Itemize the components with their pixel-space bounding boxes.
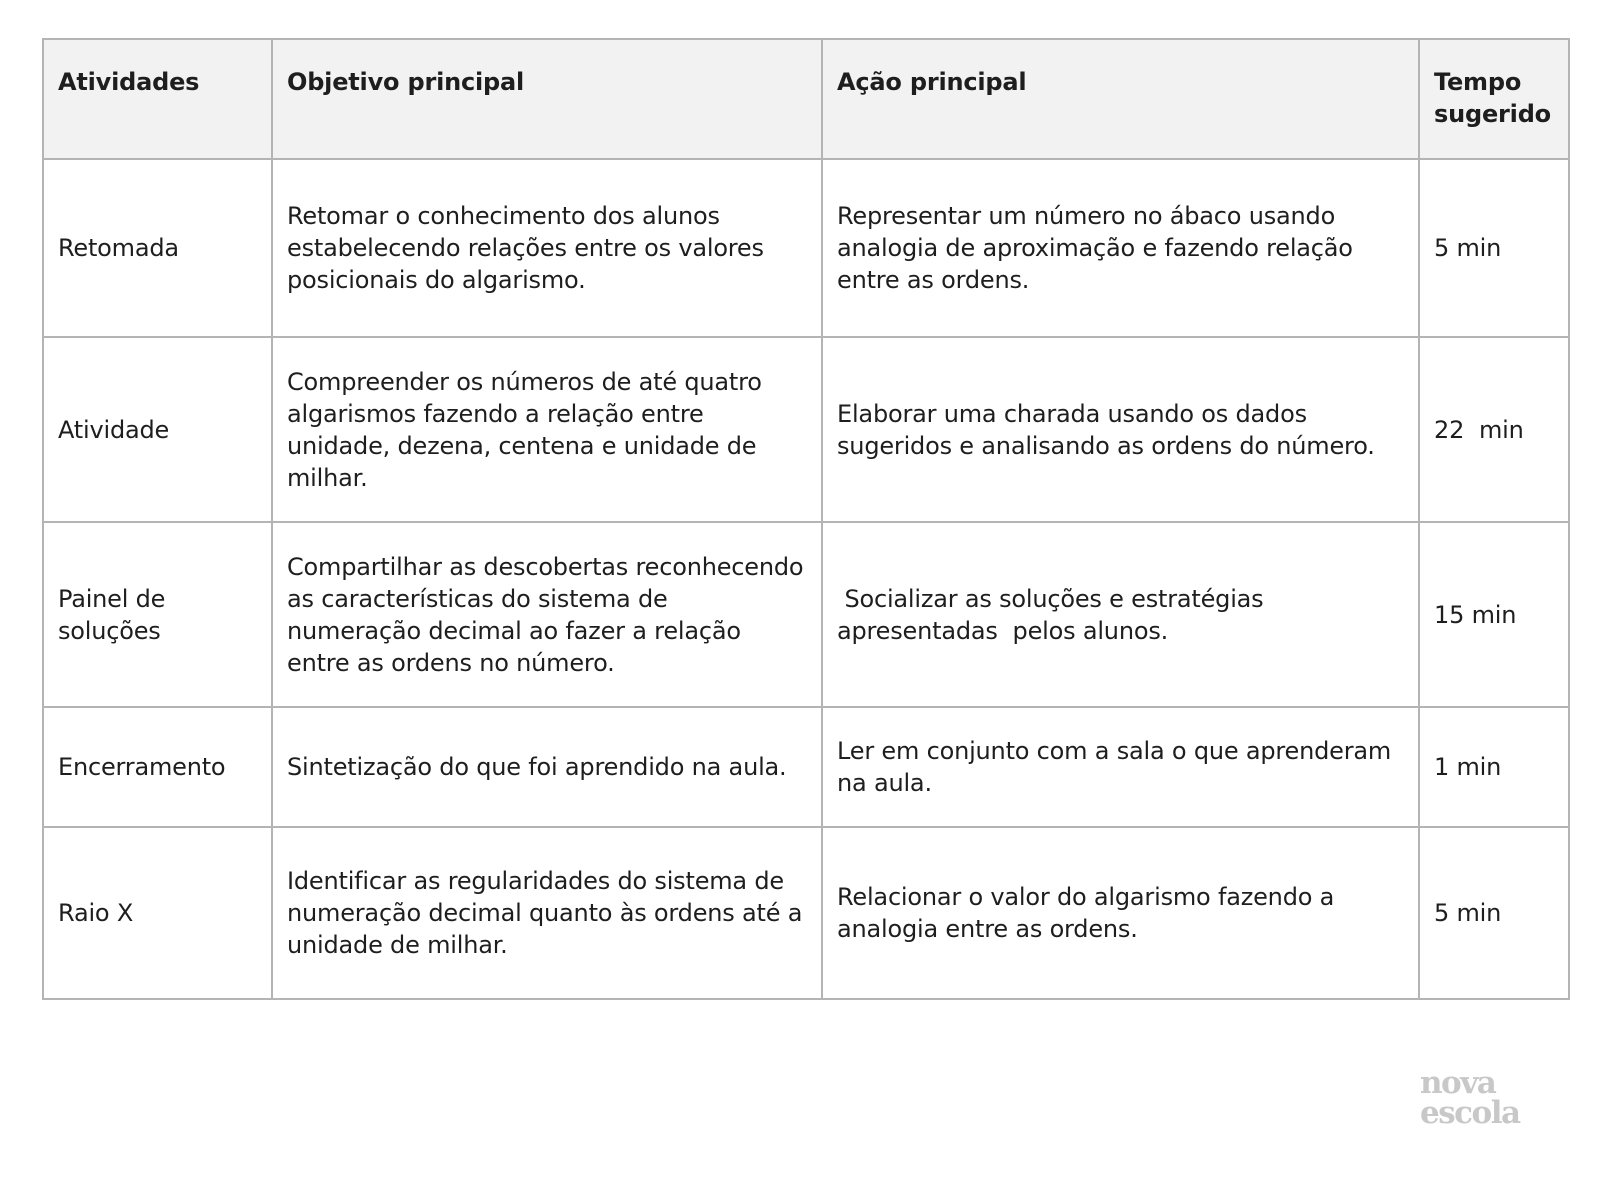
cell-acao: Representar um número no ábaco usando analogia de aproximação e fazendo relação entre as ordens. — [822, 159, 1419, 337]
cell-acao: Socializar as soluções e estratégias apresentadas pelos alunos. — [822, 522, 1419, 707]
header-acao: Ação principal — [822, 39, 1419, 159]
table-row — [43, 707, 1569, 827]
cell-acao: Elaborar uma charada usando os dados sugeridos e analisando as ordens do número. — [822, 337, 1419, 522]
cell-acao: Ler em conjunto com a sala o que aprenderam na aula. — [822, 707, 1419, 827]
cell-tempo: 1 min — [1419, 707, 1569, 827]
table-row — [43, 827, 1569, 999]
table-header — [43, 39, 1569, 159]
cell-objetivo: Compartilhar as descobertas reconhecendo as características do sistema de numeração decimal ao fazer a relação entre as ordens no número. — [272, 522, 822, 707]
header-atividades: Atividades — [43, 39, 272, 159]
cell-tempo: 5 min — [1419, 159, 1569, 337]
cell-objetivo: Sintetização do que foi aprendido na aula. — [272, 707, 822, 827]
table-body — [43, 159, 1569, 999]
header-tempo: Tempo sugerido — [1419, 39, 1569, 159]
cell-atividade: Encerramento — [43, 707, 272, 827]
header-objetivo: Objetivo principal — [272, 39, 822, 159]
cell-atividade: Atividade — [43, 337, 272, 522]
table-row — [43, 337, 1569, 522]
cell-tempo: 5 min — [1419, 827, 1569, 999]
logo-line-nova: nova — [1420, 1065, 1496, 1101]
cell-acao: Relacionar o valor do algarismo fazendo a analogia entre as ordens. — [822, 827, 1419, 999]
table-row — [43, 159, 1569, 337]
cell-atividade: Raio X — [43, 827, 272, 999]
cell-objetivo: Compreender os números de até quatro algarismos fazendo a relação entre unidade, dezena, centena e unidade de milhar. — [272, 337, 822, 522]
logo-line-escola: escola — [1420, 1095, 1520, 1131]
cell-objetivo: Identificar as regularidades do sistema de numeração decimal quanto às ordens até a unidade de milhar. — [272, 827, 822, 999]
cell-atividade: Painel de soluções — [43, 522, 272, 707]
cell-atividade: Retomada — [43, 159, 272, 337]
cell-objetivo: Retomar o conhecimento dos alunos estabelecendo relações entre os valores posicionais do algarismo. — [272, 159, 822, 337]
cell-tempo: 22 min — [1419, 337, 1569, 522]
lesson-plan-table — [42, 38, 1570, 1000]
nova-escola-logo — [1420, 1065, 1540, 1131]
cell-tempo: 15 min — [1419, 522, 1569, 707]
header-row — [43, 39, 1569, 159]
table-row — [43, 522, 1569, 707]
